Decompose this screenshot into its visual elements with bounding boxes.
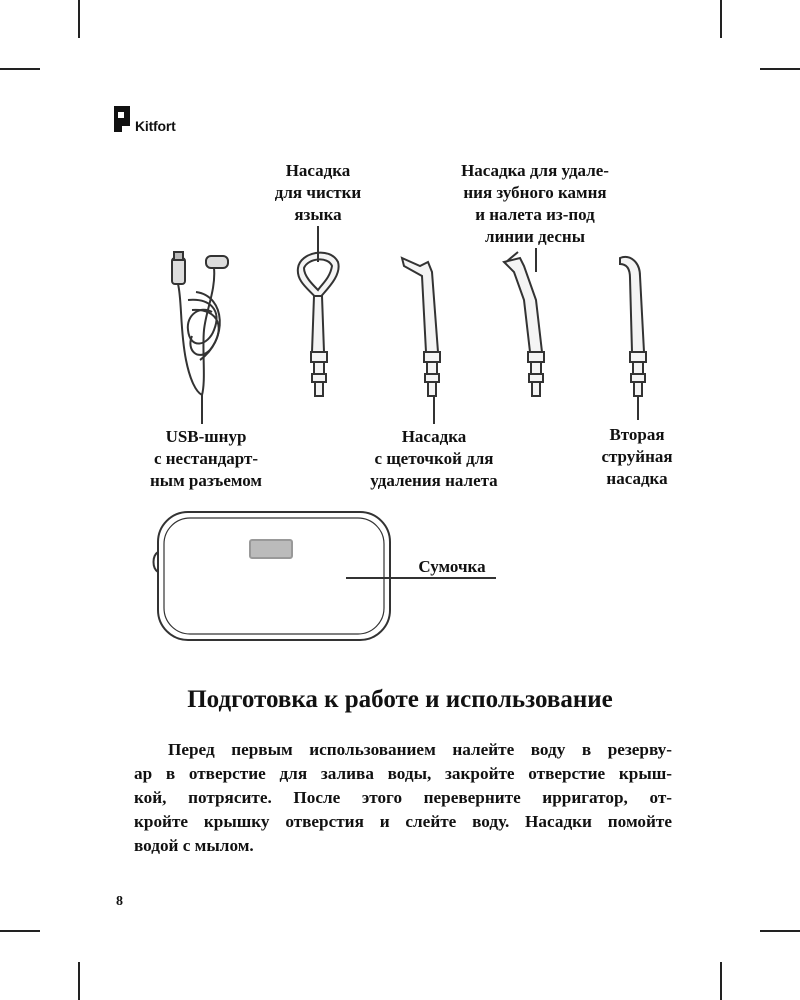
page-number: 8 xyxy=(116,894,123,909)
label-second-jet: Вторая струйная насадка xyxy=(601,425,673,488)
crop-mark xyxy=(0,930,40,932)
paragraph-line: кой, потрясите. После этого переверните ирригатор, от- xyxy=(134,788,672,807)
crop-mark xyxy=(720,962,722,1000)
label-tartar-nozzle: Насадка для удале- ния зубного камня и налета из-под линии десны xyxy=(461,161,609,246)
brand-name: Kitfort xyxy=(135,118,176,134)
paragraph-line: ар в отверстие для залива воды, закройте отверстие крыш- xyxy=(134,764,672,783)
label-tongue-cleaner: Насадка для чистки языка xyxy=(274,161,362,224)
instruction-paragraph xyxy=(134,738,672,858)
crop-mark xyxy=(760,930,800,932)
paragraph-line: водой с мылом. xyxy=(134,836,254,855)
jet-nozzle-illustration xyxy=(620,257,646,420)
paragraph-line: Перед первым использованием налейте воду в резерву- xyxy=(168,740,672,759)
label-usb-cable: USB-шнур с нестандарт- ным разъемом xyxy=(150,427,262,490)
section-heading: Подготовка к работе и использование xyxy=(187,686,613,713)
label-pouch: Сумочка xyxy=(418,557,486,576)
tongue-cleaner-illustration xyxy=(298,226,339,396)
tartar-nozzle-illustration xyxy=(504,248,544,396)
label-brush-nozzle: Насадка с щеточкой для удаления налета xyxy=(370,427,498,490)
usb-cable-illustration xyxy=(172,252,228,424)
paragraph-line: кройте крышку отверстия и слейте воду. Насадки помойте xyxy=(134,812,672,831)
brush-nozzle-illustration xyxy=(402,258,440,424)
crop-mark xyxy=(78,962,80,1000)
